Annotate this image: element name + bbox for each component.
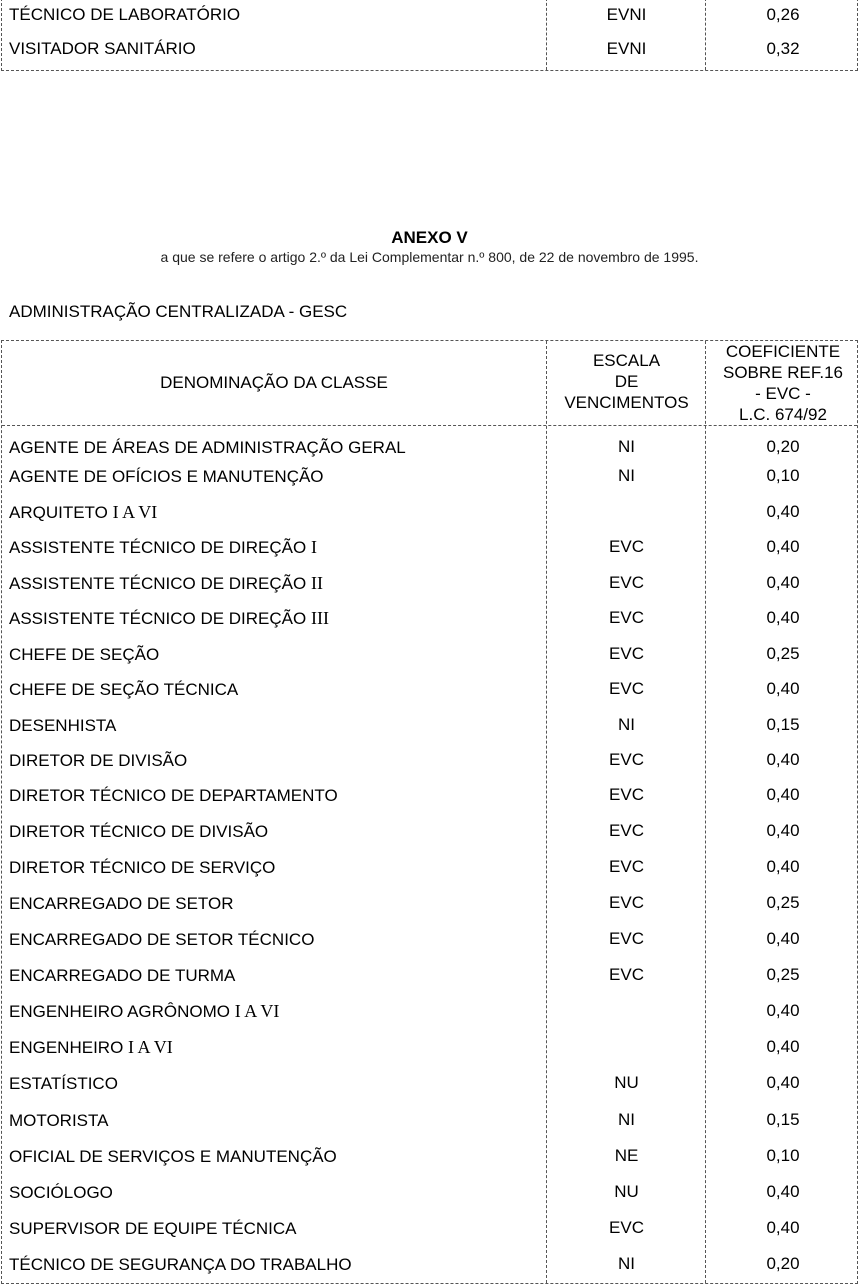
table-row bbox=[2, 675, 857, 705]
class-name-cell bbox=[9, 437, 406, 458]
class-name: ENGENHEIRO AGRÔNOMO bbox=[9, 1002, 235, 1021]
salary-scale-cell: NI bbox=[618, 1254, 635, 1273]
table-row bbox=[2, 925, 857, 955]
class-name: ESTATÍSTICO bbox=[9, 1074, 118, 1093]
class-name-cell bbox=[9, 929, 314, 950]
class-name: ASSISTENTE TÉCNICO DE DIREÇÃO bbox=[9, 609, 311, 628]
salary-scale-cell: EVC bbox=[609, 785, 644, 804]
coefficient-cell: 0,20 bbox=[766, 1254, 800, 1273]
table-row bbox=[2, 1250, 857, 1280]
table-row bbox=[2, 853, 857, 883]
class-name: MOTORISTA bbox=[9, 1111, 109, 1130]
annex-title: ANEXO V bbox=[391, 228, 468, 247]
class-name-cell bbox=[9, 1254, 352, 1275]
class-name-cell bbox=[9, 785, 338, 806]
coefficient-cell: 0,40 bbox=[766, 1182, 800, 1201]
salary-scale-cell: NU bbox=[614, 1182, 639, 1201]
class-name: ARQUITETO bbox=[9, 503, 113, 522]
class-level: I bbox=[310, 537, 317, 557]
class-name-cell bbox=[9, 857, 275, 878]
table-row bbox=[2, 640, 857, 670]
table-row bbox=[2, 997, 857, 1027]
salary-scale-cell: EVC bbox=[609, 573, 644, 592]
salary-scale-cell: EVC bbox=[609, 679, 644, 698]
salary-scale-cell: EVC bbox=[609, 857, 644, 876]
class-name: TÉCNICO DE LABORATÓRIO bbox=[9, 5, 241, 24]
salary-scale-cell: EVC bbox=[609, 608, 644, 627]
coefficient-cell: 0,40 bbox=[766, 821, 800, 840]
table-row bbox=[2, 1178, 857, 1208]
table-row bbox=[2, 817, 857, 847]
table-row bbox=[2, 1, 857, 31]
header-coeficiente: COEFICIENTE SOBRE REF.16 - EVC - L.C. 674/92 bbox=[723, 342, 843, 424]
salary-scale-cell: NU bbox=[614, 1073, 639, 1092]
salary-scale-cell: EVNI bbox=[606, 5, 647, 24]
salary-scale-cell: EVC bbox=[609, 821, 644, 840]
class-name-cell bbox=[9, 965, 235, 986]
class-name-cell bbox=[9, 608, 329, 629]
top-table bbox=[1, 0, 858, 71]
table-row bbox=[2, 533, 857, 563]
class-name-cell bbox=[9, 1182, 113, 1203]
class-name: SOCIÓLOGO bbox=[9, 1183, 113, 1202]
class-name: DIRETOR TÉCNICO DE SERVIÇO bbox=[9, 858, 276, 877]
salary-scale-cell: NE bbox=[614, 1146, 639, 1165]
class-level: I A VI bbox=[112, 502, 158, 522]
class-name-cell bbox=[9, 1146, 337, 1167]
class-name-cell bbox=[9, 679, 238, 700]
coefficient-cell: 0,40 bbox=[766, 857, 800, 876]
class-name: ENCARREGADO DE SETOR TÉCNICO bbox=[9, 930, 315, 949]
class-name: AGENTE DE ÁREAS DE ADMINISTRAÇÃO GERAL bbox=[9, 438, 406, 457]
class-name: AGENTE DE OFÍCIOS E MANUTENÇÃO bbox=[9, 467, 324, 486]
coefficient-cell: 0,40 bbox=[766, 785, 800, 804]
main-table bbox=[1, 340, 858, 1284]
salary-scale-cell: NI bbox=[618, 1110, 635, 1129]
coefficient-cell: 0,32 bbox=[766, 39, 800, 58]
salary-scale-cell: NI bbox=[618, 437, 635, 456]
salary-scale-cell: EVC bbox=[609, 929, 644, 948]
class-name-cell bbox=[9, 573, 323, 594]
class-name-cell bbox=[9, 750, 187, 771]
salary-scale-cell: EVC bbox=[609, 965, 644, 984]
table-row bbox=[2, 433, 857, 463]
class-level: II bbox=[310, 573, 323, 593]
class-name-cell bbox=[9, 1073, 118, 1094]
class-name: ENCARREGADO DE SETOR bbox=[9, 894, 234, 913]
coefficient-cell: 0,40 bbox=[766, 929, 800, 948]
coefficient-cell: 0,10 bbox=[766, 466, 800, 485]
class-name: VISITADOR SANITÁRIO bbox=[9, 39, 196, 58]
class-name-cell bbox=[9, 715, 116, 736]
header-divider bbox=[2, 425, 857, 426]
table-row bbox=[2, 1214, 857, 1244]
table-row bbox=[2, 961, 857, 991]
table-row bbox=[2, 1033, 857, 1063]
annex-subtitle: a que se refere o artigo 2.º da Lei Complementar n.º 800, de 22 de novembro de 1995. bbox=[160, 249, 699, 265]
coefficient-cell: 0,25 bbox=[766, 644, 800, 663]
class-name: CHEFE DE SEÇÃO bbox=[9, 645, 160, 664]
class-name: OFICIAL DE SERVIÇOS E MANUTENÇÃO bbox=[9, 1147, 337, 1166]
coefficient-cell: 0,26 bbox=[766, 5, 800, 24]
class-name-cell bbox=[9, 1218, 297, 1239]
class-name-cell bbox=[9, 5, 240, 25]
class-name: ASSISTENTE TÉCNICO DE DIREÇÃO bbox=[9, 574, 311, 593]
class-name-cell bbox=[9, 502, 157, 523]
coefficient-cell: 0,25 bbox=[766, 965, 800, 984]
class-name: DIRETOR TÉCNICO DE DIVISÃO bbox=[9, 822, 269, 841]
table-row bbox=[2, 604, 857, 634]
coefficient-cell: 0,15 bbox=[766, 715, 800, 734]
coefficient-cell: 0,15 bbox=[766, 1110, 800, 1129]
coefficient-cell: 0,40 bbox=[766, 573, 800, 592]
header-denominacao: DENOMINAÇÃO DA CLASSE bbox=[160, 373, 388, 392]
coefficient-cell: 0,40 bbox=[766, 1001, 800, 1020]
class-name: DIRETOR DE DIVISÃO bbox=[9, 751, 188, 770]
class-level: III bbox=[310, 608, 329, 628]
salary-scale-cell: EVC bbox=[609, 537, 644, 556]
coefficient-cell: 0,25 bbox=[766, 893, 800, 912]
salary-scale-cell: EVC bbox=[609, 1218, 644, 1237]
class-name-cell bbox=[9, 821, 268, 842]
salary-scale-cell: EVC bbox=[609, 750, 644, 769]
table-row bbox=[2, 498, 857, 528]
section-heading: ADMINISTRAÇÃO CENTRALIZADA - GESC bbox=[9, 302, 348, 321]
class-name-cell bbox=[9, 39, 196, 59]
coefficient-cell: 0,40 bbox=[766, 537, 800, 556]
class-name-cell bbox=[9, 644, 159, 665]
table-row bbox=[2, 569, 857, 599]
class-name: TÉCNICO DE SEGURANÇA DO TRABALHO bbox=[9, 1255, 352, 1274]
coefficient-cell: 0,20 bbox=[766, 437, 800, 456]
class-name: SUPERVISOR DE EQUIPE TÉCNICA bbox=[9, 1219, 297, 1238]
class-name: DESENHISTA bbox=[9, 716, 117, 735]
class-name-cell bbox=[9, 466, 324, 487]
coefficient-cell: 0,40 bbox=[766, 679, 800, 698]
salary-scale-cell: EVC bbox=[609, 893, 644, 912]
class-name-cell bbox=[9, 537, 317, 558]
class-name: CHEFE DE SEÇÃO TÉCNICA bbox=[9, 680, 239, 699]
salary-scale-cell: EVNI bbox=[606, 39, 647, 58]
coefficient-cell: 0,10 bbox=[766, 1146, 800, 1165]
class-level: I A VI bbox=[128, 1037, 173, 1057]
coefficient-cell: 0,40 bbox=[766, 608, 800, 627]
class-name: ASSISTENTE TÉCNICO DE DIREÇÃO bbox=[9, 538, 311, 557]
coefficient-cell: 0,40 bbox=[766, 502, 800, 521]
coefficient-cell: 0,40 bbox=[766, 750, 800, 769]
table-row bbox=[2, 35, 857, 65]
class-name-cell bbox=[9, 893, 234, 914]
class-name: DIRETOR TÉCNICO DE DEPARTAMENTO bbox=[9, 786, 338, 805]
table-row bbox=[2, 1106, 857, 1136]
salary-scale-cell: NI bbox=[618, 715, 635, 734]
coefficient-cell: 0,40 bbox=[766, 1218, 800, 1237]
table-row bbox=[2, 462, 857, 492]
class-name: ENCARREGADO DE TURMA bbox=[9, 966, 236, 985]
header-escala: ESCALA DE VENCIMENTOS bbox=[564, 351, 689, 412]
table-row bbox=[2, 1142, 857, 1172]
class-name-cell bbox=[9, 1037, 173, 1058]
salary-scale-cell: NI bbox=[618, 466, 635, 485]
class-name-cell bbox=[9, 1110, 109, 1131]
coefficient-cell: 0,40 bbox=[766, 1073, 800, 1092]
class-name: ENGENHEIRO bbox=[9, 1038, 129, 1057]
table-row bbox=[2, 781, 857, 811]
salary-scale-cell: EVC bbox=[609, 644, 644, 663]
table-row bbox=[2, 1069, 857, 1099]
table-row bbox=[2, 889, 857, 919]
class-name-cell bbox=[9, 1001, 279, 1022]
table-row bbox=[2, 746, 857, 776]
table-row bbox=[2, 711, 857, 741]
coefficient-cell: 0,40 bbox=[766, 1037, 800, 1056]
class-level: I A VI bbox=[234, 1001, 280, 1021]
